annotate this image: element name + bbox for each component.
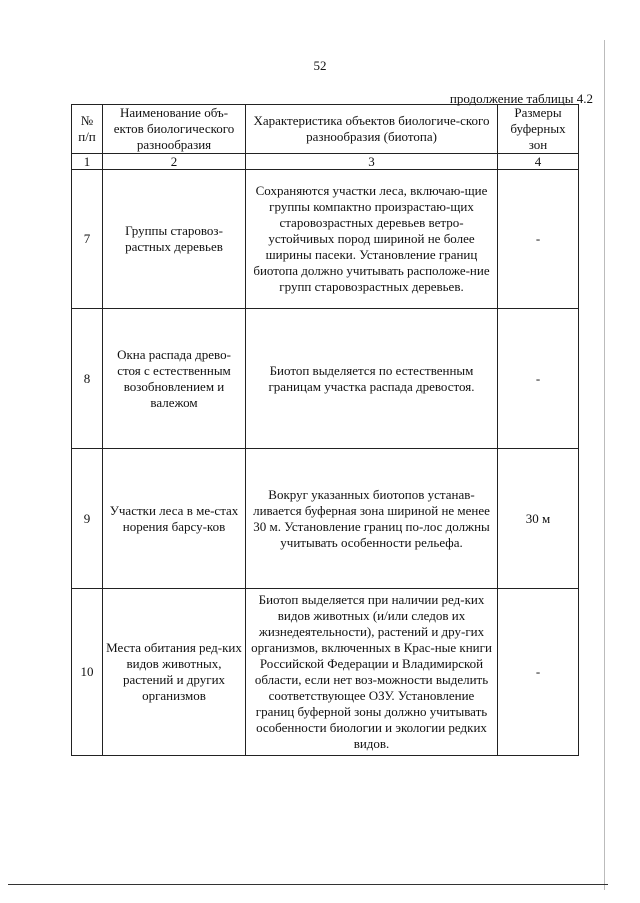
header-number: № п/п (72, 105, 103, 154)
table-row (72, 170, 579, 309)
row-number: 10 (72, 589, 103, 756)
table-row (72, 309, 579, 449)
column-number-row (72, 154, 579, 170)
header-object-name: Наименование объ-ектов биологического разнообразия (103, 105, 246, 154)
object-name: Окна распада древо-стоя с естественным возобновлением и валежом (103, 309, 246, 449)
buffer-size: - (498, 309, 579, 449)
row-number: 7 (72, 170, 103, 309)
column-number: 3 (246, 154, 498, 170)
buffer-size: - (498, 170, 579, 309)
object-description: Сохраняются участки леса, включаю-щие группы компактно произрастаю-щих старовозрастных деревьев ветро-устойчивых пород шириной не более ширины пасеки. Установление границ биотопа должно учитывать расположе-ние групп старовозрастных деревьев. (246, 170, 498, 309)
column-number: 4 (498, 154, 579, 170)
page-number: 52 (313, 58, 327, 73)
table-continuation-note: продолжение таблицы 4.2 (449, 91, 593, 106)
object-name: Участки леса в ме-стах норения барсу-ков (103, 449, 246, 589)
table-row (72, 589, 579, 756)
row-number: 8 (72, 309, 103, 449)
biodiversity-table (71, 104, 579, 756)
header-characteristic: Характеристика объектов биологиче-ского разнообразия (биотопа) (246, 105, 498, 154)
table-row (72, 449, 579, 589)
buffer-size: - (498, 589, 579, 756)
column-number: 1 (72, 154, 103, 170)
object-description: Биотоп выделяется при наличии ред-ких видов животных (и/или следов их жизнедеятельности), растений и дру-гих организмов, включенных в Крас-ные книги Российской Федерации и Владимирской области, если нет воз-можности выделить соответствующее ОЗУ. Установление границ буферной зоны должно учитывать особенности биологии и экологии редких видов. (246, 589, 498, 756)
scan-edge-line (604, 40, 605, 890)
object-name: Места обитания ред-ких видов животных, растений и других организмов (103, 589, 246, 756)
row-number: 9 (72, 449, 103, 589)
object-description: Вокруг указанных биотопов устанав-ливается буферная зона шириной не менее 30 м. Установление границ по-лос должны учитывать особенности рельефа. (246, 449, 498, 589)
column-number: 2 (103, 154, 246, 170)
object-name: Группы старовоз-растных деревьев (103, 170, 246, 309)
header-buffer-size: Размеры буферных зон (498, 105, 579, 154)
header-row (72, 105, 579, 154)
scan-bottom-line (8, 884, 608, 885)
buffer-size: 30 м (498, 449, 579, 589)
object-description: Биотоп выделяется по естественным границам участка распада древостоя. (246, 309, 498, 449)
